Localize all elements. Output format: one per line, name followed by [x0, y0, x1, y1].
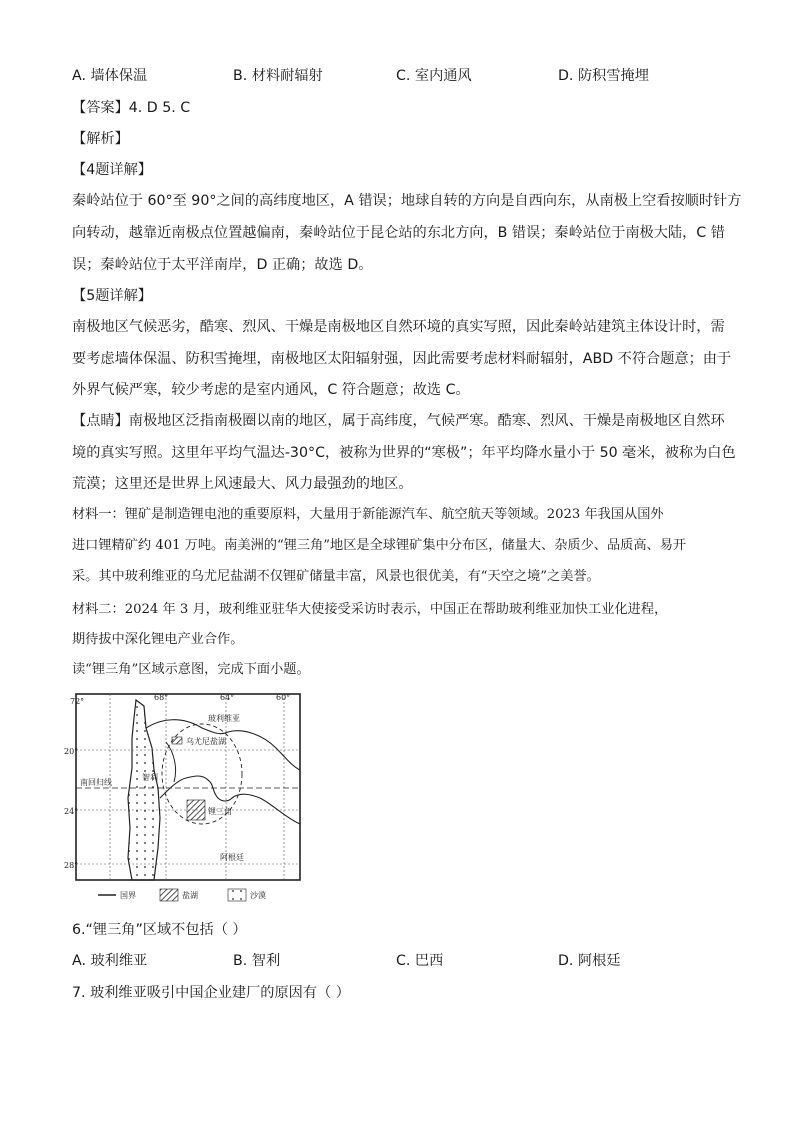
q5-explanation-line: 外界气候严寒，较少考虑的是室内通风，C 符合题意；故选 C。: [72, 382, 470, 398]
analysis-heading: 【解析】: [72, 131, 129, 147]
lat-label: 28°: [64, 861, 79, 870]
lon-label: 72°: [70, 697, 85, 706]
material-line: 进口锂精矿约 401 万吨。南美洲的“锂三角”地区是全球锂矿集中分布区，储量大、杂质少、品质高、易开: [72, 538, 687, 553]
tip-line: 荒漠；这里还是世界上风速最大、风力最强劲的地区。: [72, 476, 413, 492]
q6-option-b: B. 智利: [233, 953, 281, 969]
material-line: 读“锂三角”区域示意图，完成下面小题。: [72, 662, 310, 677]
uyuni-label: 乌尤尼盐湖: [186, 737, 226, 746]
chile-label: 智利: [142, 773, 158, 782]
material-line: 材料二：2024 年 3 月，玻利维亚驻华大使接受采访时表示，中国正在帮助玻利维亚加快工业化进程，: [72, 602, 668, 617]
q3-option-b: B. 材料耐辐射: [233, 68, 323, 84]
q5-heading: 【5题详解】: [72, 288, 152, 304]
legend-border-label: 国界: [120, 891, 136, 900]
q6-stem: 6.“锂三角”区域不包括（ ）: [72, 922, 247, 938]
legend-salt-label: 盐湖: [182, 891, 198, 900]
q5-explanation-line: 要考虑墙体保温、防积雪掩埋，南极地区太阳辐射强，因此需要考虑材料耐辐射，ABD 不符合题意；由于: [72, 351, 732, 367]
q7-stem: 7. 玻利维亚吸引中国企业建厂的原因有（ ）: [72, 985, 350, 1001]
q4-explanation-line: 向转动，越靠近南极点位置越偏南，秦岭站位于昆仑站的东北方向，B 错误；秦岭站位于南极大陆，C 错: [72, 225, 725, 241]
legend-desert-swatch: [228, 889, 246, 901]
material-line: 采。其中玻利维亚的乌尤尼盐湖不仅锂矿储量丰富，风景也很优美，有“天空之境”之美誉。: [72, 569, 600, 584]
q3-option-a: A. 墙体保温: [72, 68, 148, 84]
q6-option-c: C. 巴西: [396, 953, 444, 969]
lat-label: 24°: [64, 807, 79, 816]
q4-explanation-line: 秦岭站位于 60°至 90°之间的高纬度地区，A 错误；地球自转的方向是自西向东，从南极上空看按顺时针方: [72, 193, 742, 209]
q4-explanation-line: 误；秦岭站位于太平洋南岸，D 正确；故选 D。: [72, 257, 373, 273]
lon-label: 68°: [154, 693, 169, 702]
salt-lake-marker: [187, 800, 205, 820]
lon-label: 64°: [220, 693, 235, 702]
legend-desert-label: 沙漠: [250, 891, 266, 900]
lithium-triangle-map: [62, 688, 312, 910]
legend-salt-swatch: [160, 889, 178, 901]
tip-line: 【点睛】南极地区泛指南极圈以南的地区，属于高纬度，气候严寒。酷寒、烈风、干燥是南极地区自然环: [72, 413, 725, 429]
q6-option-d: D. 阿根廷: [558, 953, 621, 969]
material-line: 期待拔中深化锂电产业合作。: [72, 632, 244, 647]
triangle-label: 锂三角: [208, 807, 232, 816]
argentina-label: 阿根廷: [220, 853, 244, 862]
material-line: 材料一：锂矿是制造锂电池的重要原料，大量用于新能源汽车、航空航天等领域。2023 年我国从国外: [72, 507, 664, 522]
salt-lake-uyuni: [172, 737, 182, 744]
answer-line: 【答案】4. D 5. C: [72, 100, 191, 116]
bolivia-label: 玻利维亚: [208, 714, 240, 723]
tip-line: 境的真实写照。这里年平均气温达-30°C，被称为世界的“寒极”；年平均降水量小于 50 毫米，被称为白色: [72, 445, 736, 461]
q5-explanation-line: 南极地区气候恶劣，酷寒、烈风、干燥是南极地区自然环境的真实写照，因此秦岭站建筑主体设计时，需: [72, 319, 725, 335]
q3-option-c: C. 室内通风: [396, 68, 472, 84]
q3-option-d: D. 防积雪掩埋: [558, 68, 649, 84]
q6-option-a: A. 玻利维亚: [72, 953, 148, 969]
tropic-label: 南回归线: [80, 778, 112, 787]
q4-heading: 【4题详解】: [72, 162, 152, 178]
lon-label: 60°: [276, 693, 291, 702]
lat-label: 20°: [64, 747, 79, 756]
